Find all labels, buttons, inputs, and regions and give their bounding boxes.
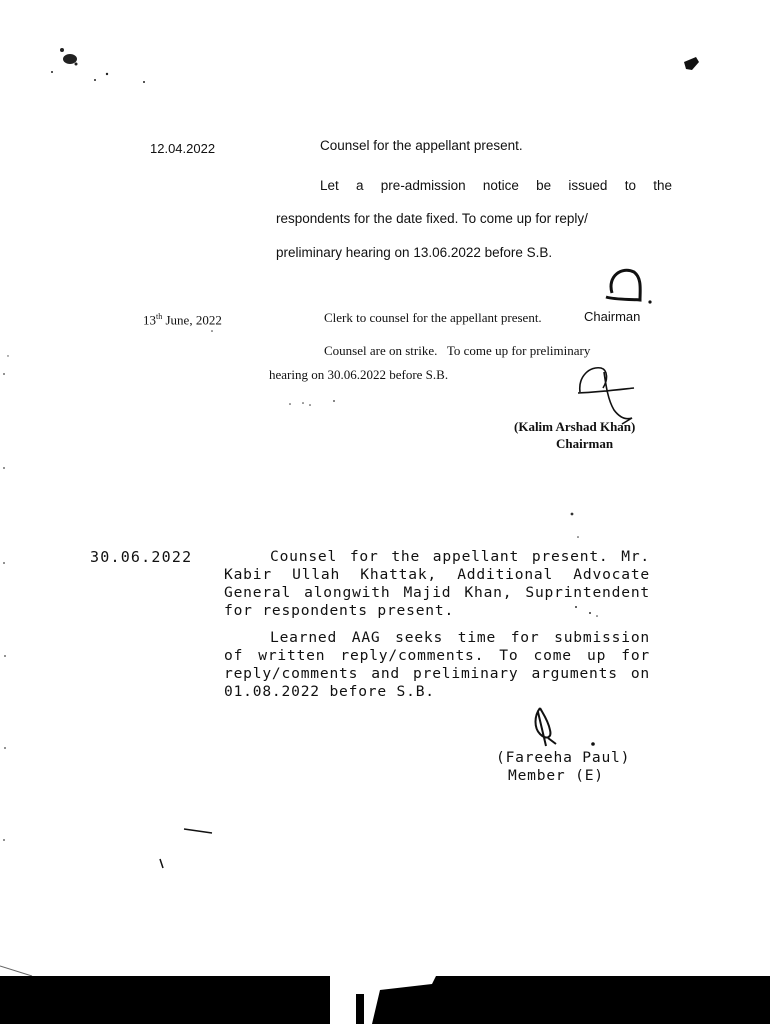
signature-chairman-1 (606, 270, 640, 300)
scan-stroke (0, 966, 32, 976)
signature-kalim-arshad-khan (578, 368, 634, 424)
entry-1-line-4: preliminary hearing on 13.06.2022 before S.B. (276, 245, 553, 260)
entry-1-signature-label: Chairman (584, 309, 641, 324)
entry-2-line-2: Counsel are on strike. To come up for preliminary (324, 343, 591, 358)
scan-edge-notch (330, 976, 436, 1024)
entry-2-signatory-name: (Kalim Arshad Khan) (514, 419, 636, 434)
scan-edge-notch (356, 994, 364, 1024)
entry-1-line-2: Let a pre-admission notice be issued to the (320, 178, 672, 193)
entry-2-line-1: Clerk to counsel for the appellant present. (324, 310, 542, 325)
entry-1-date: 12.04.2022 (150, 141, 216, 156)
entry-3-paragraph-1: Counsel for the appellant present. Mr. Kabir Ullah Khattak, Additional Advocate General alongwith Majid Khan, Suprintendent for respondents present. (224, 548, 650, 619)
entry-3-signatory-title: Member (E) (508, 767, 604, 784)
signature-fareeha-paul (536, 708, 557, 746)
scan-dots-entry-2 (211, 330, 598, 617)
scan-blot-top-right (684, 57, 699, 70)
signature-dot (591, 742, 595, 746)
scan-margin-specks (3, 355, 9, 841)
entry-2-date: 13th June, 2022 (143, 312, 222, 328)
entry-1-line-1: Counsel for the appellant present. (320, 138, 523, 153)
scan-stroke (184, 829, 212, 833)
entry-2-signatory-title: Chairman (556, 436, 614, 451)
scan-bottom-edge (0, 976, 770, 1024)
entry-3-date: 30.06.2022 (90, 548, 193, 566)
entry-2-line-3: hearing on 30.06.2022 before S.B. (269, 367, 449, 382)
scan-smudge-top-left (51, 48, 145, 83)
scan-stroke (160, 859, 163, 868)
entry-3-paragraph-2: Learned AAG seeks time for submission of written reply/comments. To come up for reply/comments and preliminary arguments on 01.08.2022 before S.B. (224, 629, 650, 700)
signature-dot (648, 300, 651, 303)
entry-3-signatory-name: (Fareeha Paul) (496, 749, 631, 766)
entry-1-line-3: respondents for the date fixed. To come up for reply/ (276, 211, 588, 226)
